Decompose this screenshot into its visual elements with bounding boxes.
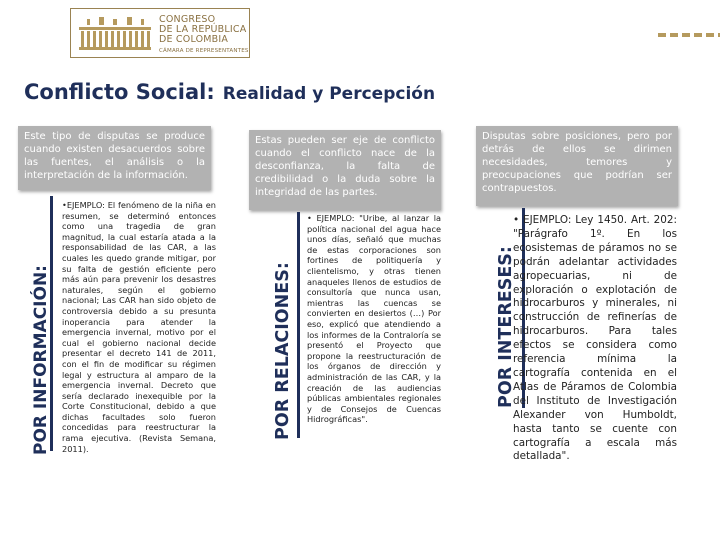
page-title [24,80,435,104]
logo-line-3: DE COLOMBIA [159,34,229,45]
column-divider-relaciones [297,212,300,438]
summary-box-informacion: Este tipo de disputas se produce cuando existen desacuerdos sobre las fuentes, el análisis o la interpretación de la información. [18,126,211,190]
label-relaciones: POR RELACIONES: [273,262,293,440]
capitol-emblem-icon [77,15,153,51]
title-main: Conflicto Social: [24,80,215,104]
label-informacion: POR INFORMACIÓN: [31,265,51,455]
label-intereses: POR INTERESES: [496,246,516,408]
summary-box-intereses: Disputas sobre posiciones, pero por detrás de ellos se dirimen necesidades, temores y preocupaciones que podrían ser contrapuestos. [476,126,678,206]
example-intereses: • EJEMPLO: Ley 1450. Art. 202: "Parágrafo 1º. En los ecosistemas de páramos no se podrán adelantar actividades agropecuarias, ni de exploración o explotación de hidrocarburos y minerales, ni construcción de refinerías de hidrocarburos. Para tales efectos se considera como referencia mínima la cartografía contenida en el Atlas de Páramos de Colombia del Instituto de Investigación Alexander von Humboldt, hasta tanto se cuente con cartografía a escala más detallada". [513,214,677,463]
decorative-border [658,30,720,40]
title-sub: Realidad y Percepción [222,84,436,104]
example-relaciones: • EJEMPLO: "Uribe, al lanzar la política nacional del agua hace unos días, señaló que muchas de estas corporaciones son fortines de politiquería y clientelismo, y otras tienen anaqueles llenos de estudios de consultoría que nunca usan, mientras las cuencas se convierten en desiertos (…) Por eso, explicó que atendiendo a los informes de la Contraloría se presentó el Proyecto que propone la reestructuración de los órganos de dirección y administración de las CAR, y la creación de las audiencias públicas ambientales regionales y de Consejos de Cuencas Hidrográficas". [307,213,441,425]
congreso-logo [70,8,250,58]
example-informacion: •EJEMPLO: El fenómeno de la niña en resumen, se determinó entonces como una tragedia de gran magnitud, la cual estaría atada a la responsabilidad de las CAR, a las cuales les quedo grande mitigar, por su falta de gestión eficiente pero más aún para prevenir los desastres naturales, según el gobierno nacional; Las CAR han sido objeto de controversia debido a su presunta inoperancia para atender la emergencia invernal, motivo por el cual el gobierno nacional decide presentar el decreto 141 de 2011, con el fin de modificar su régimen legal y estructura al amparo de la emergencia invernal. Decreto que sería declarado inexequible por la Corte Constitucional, debido a que dichas facultades solo fueron concedidas para reestructurar la rama ejecutiva. (Revista Semana, 2011). [62,200,216,454]
summary-box-relaciones: Estas pueden ser eje de conflicto cuando el conflicto nace de la desconfianza, la falta de credibilidad o la duda sobre la integridad de las partes. [249,130,441,210]
logo-line-1: CONGRESO [159,14,216,25]
logo-line-2: DE LA REPÚBLICA [159,24,247,35]
logo-text [159,15,249,56]
logo-subtitle: CÁMARA DE REPRESENTANTES [159,48,249,54]
